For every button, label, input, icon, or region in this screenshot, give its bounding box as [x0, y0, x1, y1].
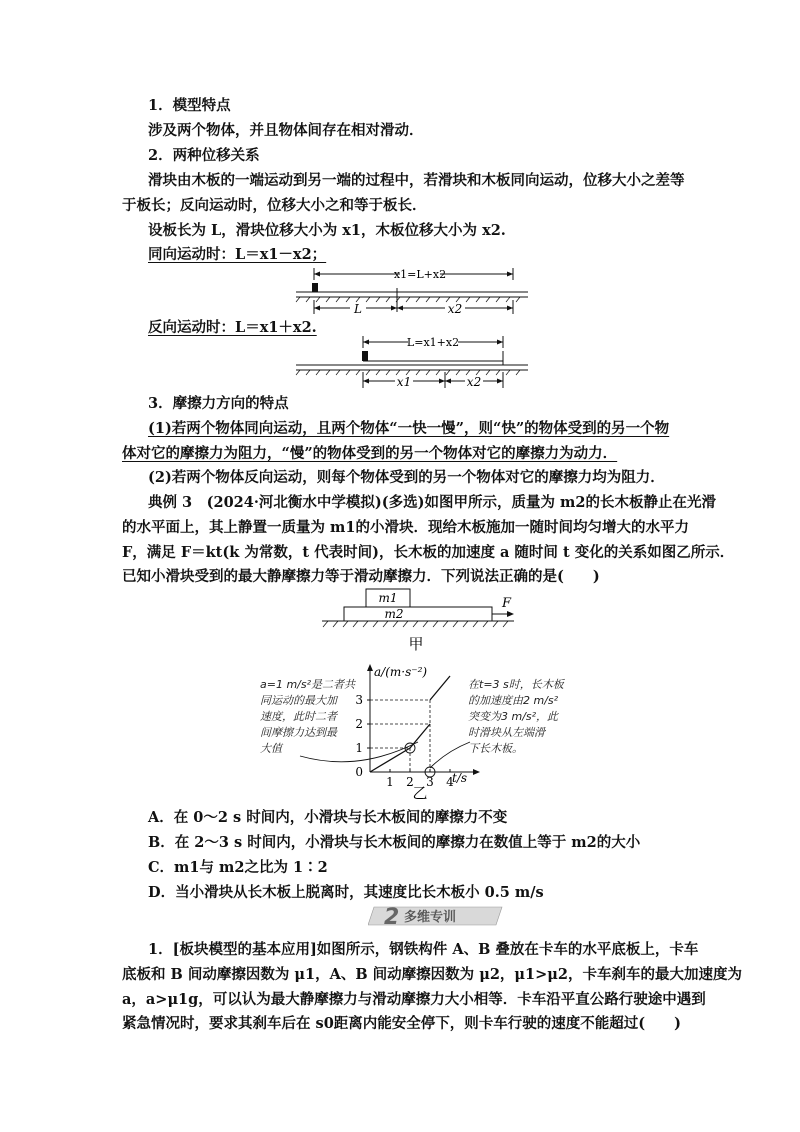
figure-jia — [318, 585, 518, 655]
note-right-line2: 的加速度由2 m/s² — [468, 694, 559, 707]
question1-line3: a，a>μ1g，可以认为最大静摩擦力与滑动摩擦力大小相等．卡车沿平直公路行驶途中遇到 — [122, 991, 706, 1008]
section-2-body-line2: 于板长；反向运动时，位移大小之和等于板长． — [122, 197, 427, 214]
y-tick-label-1: 1 — [355, 741, 363, 755]
label-m2: m2 — [384, 607, 404, 621]
section-2-body-line1: 滑块由木板的一端运动到另一端的过程中，若滑块和木板同向运动，位移大小之差等 — [148, 172, 685, 189]
note-right-line4: 时滑块从左端滑 — [468, 726, 545, 739]
figure-yi-chart — [240, 660, 600, 800]
fig1-L-label: L — [354, 302, 362, 316]
note-left-line1: a=1 m/s²是二者共 — [260, 678, 356, 691]
note-left — [260, 678, 418, 762]
same-direction-diagram — [290, 262, 535, 322]
block — [362, 351, 368, 361]
question1-line4: 紧急情况时，要求其刹车后在 s0距离内能安全停下，则卡车行驶的速度不能超过( ) — [122, 1015, 682, 1032]
fig1-x2-label: x2 — [447, 302, 463, 316]
same-direction-formula: 同向运动时：L＝x1－x2； — [148, 246, 327, 263]
caption-yi: 乙 — [412, 784, 428, 800]
x-tick-label-1: 1 — [386, 775, 394, 789]
example-line1: 典例 3 (2024·河北衡水中学模拟)(多选)如图甲所示，质量为 m2的长木板静止在光滑 — [148, 494, 716, 511]
note-right — [430, 678, 566, 768]
example-line2: 的水平面上，其上静置一质量为 m1的小滑块．现给木板施加一随时间均匀增大的水平力 — [122, 519, 689, 536]
section-1-title: 1．模型特点 — [148, 97, 231, 114]
note-left-line4: 间摩擦力达到最 — [260, 726, 337, 739]
x-axis-label: t/s — [452, 771, 468, 785]
option-A: A．在 0～2 s 时间内，小滑块与长木板间的摩擦力不变 — [148, 809, 508, 826]
x-tick-label-4: 4 — [446, 775, 454, 789]
example-line3: F，满足 F＝kt(k 为常数，t 代表时间)，长木板的加速度 a 随时间 t 变化的关系如图乙所示． — [122, 544, 735, 561]
fig2-x1-label: x1 — [396, 375, 412, 389]
section-3-title: 3．摩擦力方向的特点 — [148, 395, 289, 412]
example-line4: 已知小滑块受到的最大静摩擦力等于滑动摩擦力．下列说法正确的是( ) — [122, 568, 600, 585]
section-3-point1-line1: (1)若两个物体同向运动，且两个物体“一快一慢”，则“快”的物体受到的另一个物 — [148, 420, 670, 437]
section-1-body: 涉及两个物体，并且物体间存在相对滑动． — [148, 122, 424, 139]
label-m1: m1 — [378, 591, 398, 605]
note-left-line2: 同运动的最大加 — [260, 694, 337, 707]
x-tick-label-3: 3 — [426, 775, 434, 789]
banner-text: 多维专训 — [404, 910, 457, 925]
section-banner — [368, 903, 508, 929]
opposite-direction-diagram — [290, 332, 535, 394]
y-axis-label: a/(m·s⁻²) — [374, 665, 428, 679]
y-tick-label-0: 0 — [355, 765, 363, 779]
section-3-point2: (2)若两个物体反向运动，则每个物体受到的另一个物体对它的摩擦力均为阻力． — [148, 469, 665, 486]
opposite-direction-formula: 反向运动时：L＝x1＋x2. — [148, 319, 317, 336]
fig2-x2-label: x2 — [466, 375, 482, 389]
section-3-point1-line2: 体对它的摩擦力为阻力，“慢”的物体受到的另一个物体对它的摩擦力为动力． — [122, 445, 618, 462]
note-right-line5: 下长木板。 — [468, 742, 523, 755]
note-right-line3: 突变为3 m/s²，此 — [468, 710, 559, 723]
x-tick-label-2: 2 — [406, 775, 414, 789]
y-tick-label-2: 2 — [355, 717, 363, 731]
option-C: C．m1与 m2之比为 1∶2 — [148, 859, 328, 876]
board-m2 — [344, 607, 492, 621]
question1-line2: 底板和 B 间动摩擦因数为 μ1，A、B 间动摩擦因数为 μ2，μ1>μ2，卡车刹车的最大加速度为 — [122, 966, 742, 983]
section-2-title: 2．两种位移关系 — [148, 147, 260, 164]
banner-number: 2 — [384, 905, 400, 929]
block — [312, 283, 318, 292]
note-right-line1: 在t=3 s时，长木板 — [468, 678, 564, 691]
y-tick-label-3: 3 — [355, 693, 363, 707]
series-line-1 — [430, 676, 450, 700]
section-2-setup: 设板长为 L，滑块位移大小为 x1，木板位移大小为 x2. — [148, 222, 506, 239]
option-D: D．当小滑块从长木板上脱离时，其速度比长木板小 0.5 m/s — [148, 884, 544, 901]
fig1-top-label: x1=L+x2 — [393, 268, 447, 281]
note-left-line5: 大值 — [260, 742, 282, 755]
question1-line1: 1．[板块模型的基本应用]如图所示，钢铁构件 A、B 叠放在卡车的水平底板上，卡车 — [148, 941, 699, 958]
label-F: F — [502, 596, 512, 611]
caption-jia: 甲 — [408, 635, 424, 653]
fig2-top-label: L=x1+x2 — [406, 336, 460, 349]
option-B: B．在 2～3 s 时间内，小滑块与长木板间的摩擦力在数值上等于 m2的大小 — [148, 834, 641, 851]
note-left-line3: 速度，此时二者 — [260, 710, 337, 723]
